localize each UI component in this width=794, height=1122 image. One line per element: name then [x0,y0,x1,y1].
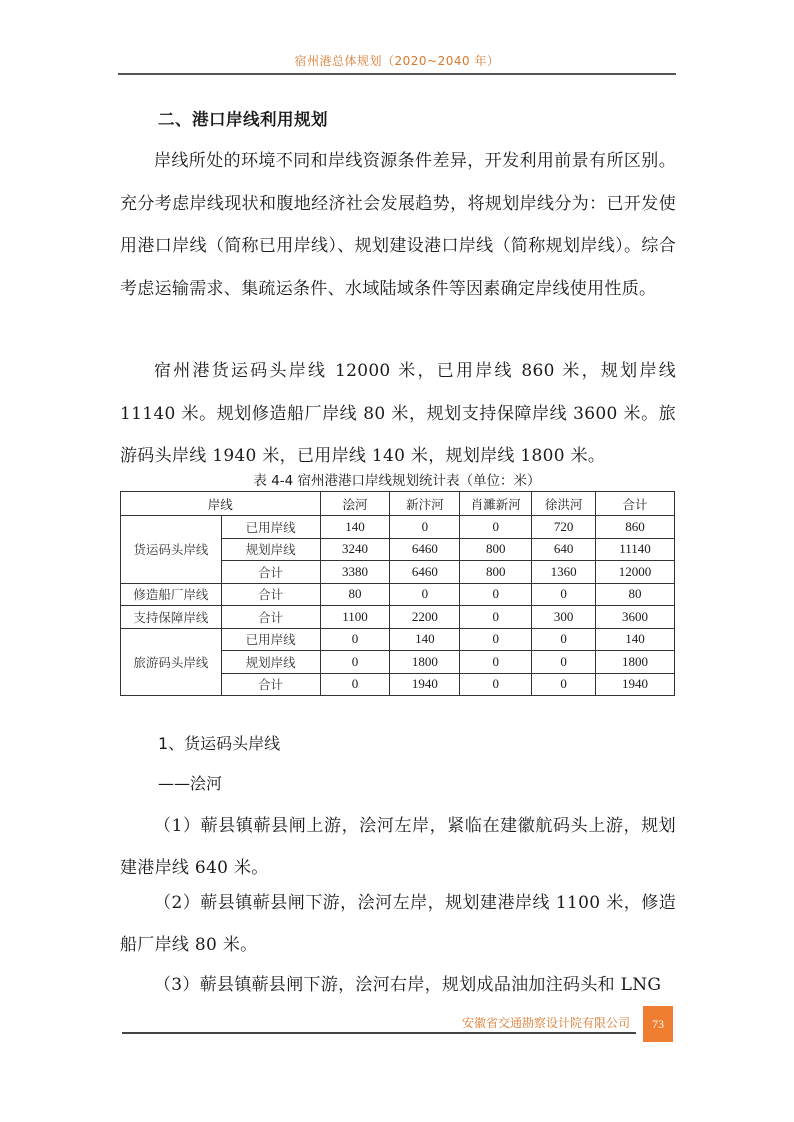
table-cell: 800 [460,561,532,584]
list-item: （1）蕲县镇蕲县闸上游，浍河左岸，紧临在建徽航码头上游，规划建港岸线 640 米。 [120,816,676,878]
table-cell: 0 [460,651,532,674]
table-cell: 1800 [390,651,460,674]
table-cell: 1100 [320,606,390,629]
table-cell: 1940 [390,673,460,696]
column-header: 岸线 [121,492,321,516]
column-header: 合计 [596,492,675,516]
table-cell: 1940 [596,673,675,696]
row-label: 合计 [221,673,320,696]
row-category: 旅游码头岸线 [121,628,222,696]
column-header: 肖濉新河 [460,492,532,516]
table-cell: 0 [460,583,532,606]
table-cell: 0 [390,583,460,606]
section-heading: 二、港口岸线利用规划 [158,110,328,129]
table-cell: 140 [320,516,390,539]
table-cell: 6460 [390,561,460,584]
table-cell: 800 [460,538,532,561]
table-cell: 6460 [390,538,460,561]
list-item: （3）蕲县镇蕲县闸下游，浍河右岸，规划成品油加注码头和 LNG [154,975,662,995]
table-cell: 0 [532,651,596,674]
row-label: 合计 [221,561,320,584]
table-cell: 3380 [320,561,390,584]
table-row [121,606,675,629]
table-cell: 720 [532,516,596,539]
table-cell: 140 [390,628,460,651]
table-cell: 0 [532,583,596,606]
column-header: 新汴河 [390,492,460,516]
column-header: 徐洪河 [532,492,596,516]
page-number-badge: 73 [643,1006,673,1042]
table-cell: 80 [320,583,390,606]
table-header-row [121,492,675,516]
table-row [121,628,675,651]
footer-divider [122,1032,636,1034]
table-cell: 0 [390,516,460,539]
shoreline-statistics-table [120,491,675,696]
table-row [121,583,675,606]
table-cell: 2200 [390,606,460,629]
footer-organization: 安徽省交通勘察设计院有限公司 [461,1016,630,1030]
table-cell: 3240 [320,538,390,561]
table-cell: 300 [532,606,596,629]
river-heading: ——浍河 [158,774,223,793]
table-cell: 1360 [532,561,596,584]
row-category: 修造船厂岸线 [121,583,222,606]
table-row [121,516,675,539]
table-cell: 0 [460,628,532,651]
table-cell: 11140 [596,538,675,561]
row-label: 合计 [221,583,320,606]
table-cell: 640 [532,538,596,561]
table-cell: 0 [320,673,390,696]
row-label: 已用岸线 [221,516,320,539]
row-label: 合计 [221,606,320,629]
subsection-heading: 1、货运码头岸线 [158,734,281,753]
table-cell: 0 [320,628,390,651]
header-divider [118,73,676,75]
row-label: 已用岸线 [221,628,320,651]
table-cell: 140 [596,628,675,651]
table-cell: 0 [532,673,596,696]
table-cell: 12000 [596,561,675,584]
table-caption: 表 4-4 宿州港港口岸线规划统计表（单位：米） [253,473,541,489]
row-category: 支持保障岸线 [121,606,222,629]
table-cell: 0 [460,516,532,539]
table-cell: 0 [460,606,532,629]
table-cell: 0 [532,628,596,651]
row-category: 货运码头岸线 [121,516,222,584]
list-item: （2）蕲县镇蕲县闸下游，浍河左岸，规划建港岸线 1100 米，修造船厂岸线 80 米。 [120,893,676,955]
table-cell: 3600 [596,606,675,629]
table-cell: 860 [596,516,675,539]
body-paragraph: 宿州港货运码头岸线 12000 米，已用岸线 860 米，规划岸线 11140 米。规划修造船厂岸线 80 米，规划支持保障岸线 3600 米。旅游码头岸线 1940 米，已用岸线 140 米，规划岸线 1800 米。 [120,361,676,466]
body-paragraph: 岸线所处的环境不同和岸线资源条件差异，开发利用前景有所区别。充分考虑岸线现状和腹地经济社会发展趋势，将规划岸线分为：已开发使用港口岸线（简称已用岸线）、规划建设港口岸线（简称规划岸线）。综合考虑运输需求、集疏运条件、水域陆域条件等因素确定岸线使用性质。 [120,151,676,299]
table-cell: 80 [596,583,675,606]
running-header-title: 宿州港总体规划（2020~2040 年） [294,54,500,68]
table-cell: 1800 [596,651,675,674]
row-label: 规划岸线 [221,651,320,674]
table-cell: 0 [320,651,390,674]
column-header: 浍河 [320,492,390,516]
row-label: 规划岸线 [221,538,320,561]
table-cell: 0 [460,673,532,696]
